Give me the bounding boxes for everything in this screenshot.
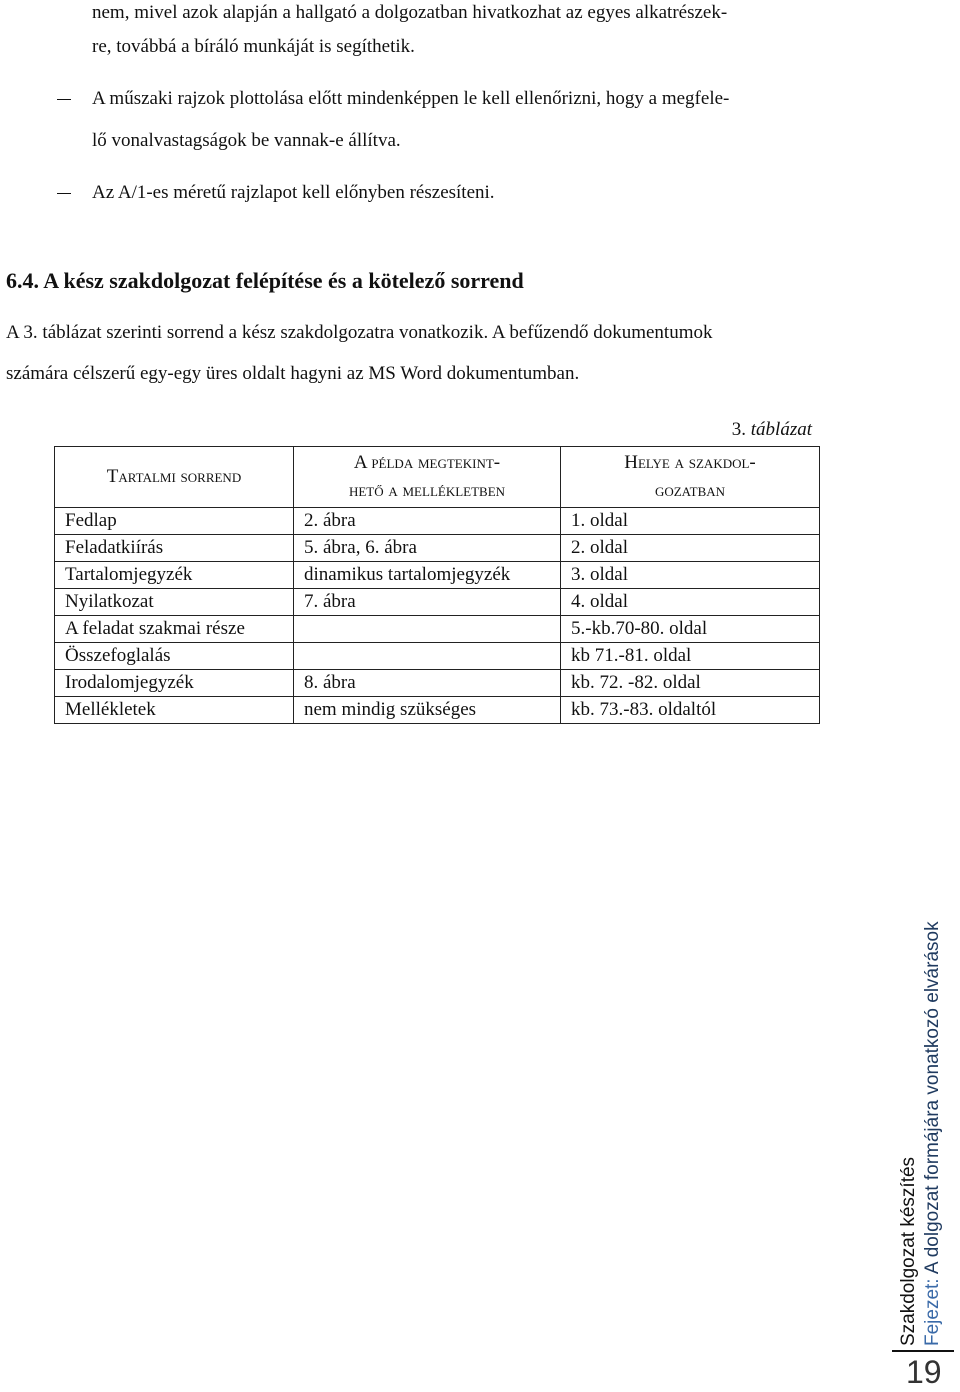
table-row — [55, 562, 820, 589]
cell-example: dinamikus tartalomjegyzék — [294, 562, 561, 589]
cell-location: 1. oldal — [561, 508, 820, 535]
cell-item: Nyilatkozat — [55, 589, 294, 616]
text-line: re, továbbá a bíráló munkáját is segíthetik. — [92, 36, 415, 57]
header-location — [561, 447, 820, 508]
order-table — [54, 446, 820, 724]
cell-location: kb. 72. -82. oldal — [561, 670, 820, 697]
header-text: A példa megtekint- — [353, 452, 501, 473]
cell-item: A feladat szakmai része — [55, 616, 294, 643]
page-sidebar — [897, 906, 960, 1346]
cell-item: Feladatkiírás — [55, 535, 294, 562]
cell-item: Irodalomjegyzék — [55, 670, 294, 697]
bullet-dash-icon — [57, 193, 71, 194]
cell-item: Mellékletek — [55, 697, 294, 724]
cell-example — [294, 643, 561, 670]
text-line: nem, mivel azok alapján a hallgató a dolgozatban hivatkozhat az egyes alkatrészek- — [92, 2, 728, 23]
bullet-item-text: A műszaki rajzok plottolása előtt mindenképpen le kell ellenőrizni, hogy a megfele- — [92, 88, 730, 109]
page-number: 19 — [906, 1354, 942, 1390]
table-row — [55, 670, 820, 697]
bullet-item-text: Az A/1-es méretű rajzlapot kell előnyben részesíteni. — [92, 182, 495, 203]
section-heading: 6.4. A kész szakdolgozat felépítése és a kötelező sorrend — [6, 268, 524, 293]
table-row — [55, 508, 820, 535]
cell-location: 4. oldal — [561, 589, 820, 616]
bullet-dash-icon — [57, 99, 71, 100]
paragraph-line: A 3. táblázat szerinti sorrend a kész szakdolgozatra vonatkozik. A befűzendő dokumentumok — [6, 322, 713, 343]
sidebar-title: Szakdolgozat készítés — [898, 1156, 919, 1346]
caption-label: táblázat — [750, 419, 812, 440]
paragraph-line: számára célszerű egy-egy üres oldalt hagyni az MS Word dokumentumban. — [6, 363, 580, 384]
cell-item: Tartalomjegyzék — [55, 562, 294, 589]
cell-item: Összefoglalás — [55, 643, 294, 670]
cell-example: 7. ábra — [294, 589, 561, 616]
header-text: Helye a szakdol- — [624, 452, 756, 473]
table-row — [55, 616, 820, 643]
cell-example — [294, 616, 561, 643]
header-text: gozatban — [654, 480, 726, 501]
chapter-title: A dolgozat formájára vonatkozó elvárások — [922, 921, 943, 1275]
cell-location: 3. oldal — [561, 562, 820, 589]
table-row — [55, 589, 820, 616]
header-text: Tartalmi sorrend — [106, 466, 242, 487]
cell-example: nem mindig szükséges — [294, 697, 561, 724]
table-row — [55, 697, 820, 724]
table-header-row — [55, 447, 820, 508]
header-example — [294, 447, 561, 508]
table-row — [55, 643, 820, 670]
cell-location: kb. 73.-83. oldaltól — [561, 697, 820, 724]
cell-item: Fedlap — [55, 508, 294, 535]
chapter-label: Fejezet: — [922, 1278, 943, 1346]
header-content-order — [55, 447, 294, 508]
sidebar-chapter — [921, 921, 945, 1346]
table-caption — [732, 417, 812, 443]
caption-number: 3. — [731, 419, 747, 440]
cell-location: kb 71.-81. oldal — [561, 643, 820, 670]
header-text: hető a mellékletben — [348, 480, 506, 501]
cell-example: 2. ábra — [294, 508, 561, 535]
cell-location: 2. oldal — [561, 535, 820, 562]
cell-location: 5.-kb.70-80. oldal — [561, 616, 820, 643]
cell-example: 8. ábra — [294, 670, 561, 697]
text-line: lő vonalvastagságok be vannak-e állítva. — [92, 130, 401, 151]
cell-example: 5. ábra, 6. ábra — [294, 535, 561, 562]
table-row — [55, 535, 820, 562]
